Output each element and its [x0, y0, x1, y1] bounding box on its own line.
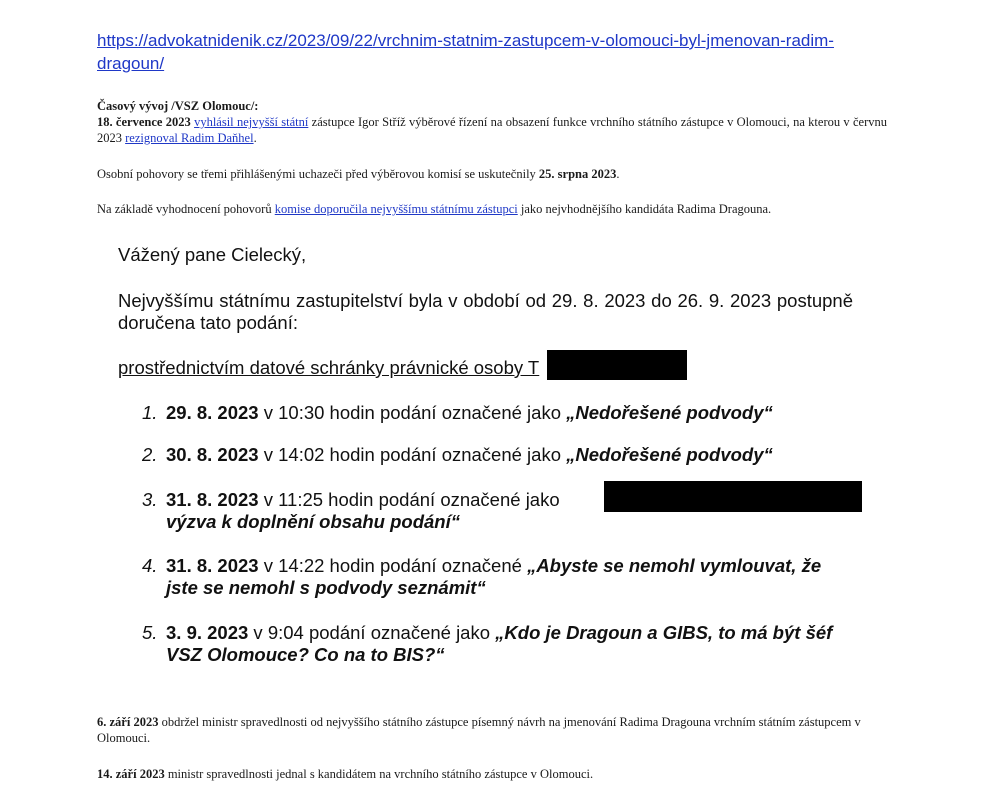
date-25-august: 25. srpna 2023 — [538, 167, 617, 181]
item-date: 30. 8. 2023 — [166, 444, 259, 465]
p1-text2: . — [253, 131, 257, 145]
after-paragraph-1 — [97, 714, 887, 746]
date-18-july: 18. července 2023 — [97, 115, 191, 129]
item-date: 3. 9. 2023 — [166, 622, 249, 643]
list-item — [142, 555, 862, 599]
timeline-paragraph-2 — [97, 166, 887, 182]
item-number: 2. — [142, 444, 158, 465]
link-rezignoval[interactable]: rezignoval Radim Daňhel — [125, 131, 254, 145]
source-link[interactable] — [97, 29, 897, 75]
after-paragraph-2 — [97, 766, 887, 782]
item-rest: v 10:30 hodin podání označené jako — [258, 402, 567, 423]
item-title: „Nedořešené podvody“ — [566, 444, 773, 465]
redaction-block-1 — [547, 350, 687, 380]
item-number: 5. — [142, 622, 158, 643]
item-title-line2: VSZ Olomouce? Co na to BIS?“ — [166, 644, 445, 665]
item-date: 31. 8. 2023 — [166, 489, 259, 510]
letter-greeting: Vážený pane Cielecký, — [118, 244, 307, 265]
list-item — [142, 402, 862, 424]
item-title-line2: výzva k doplnění obsahu podání“ — [166, 511, 460, 532]
item-number: 1. — [142, 402, 158, 423]
source-link-line1[interactable]: https://advokatnidenik.cz/2023/09/22/vrchnim-statnim-zastupcem-v-olomouci-byl-jmenovan-radim- — [97, 31, 834, 50]
source-link-line2[interactable]: dragoun/ — [97, 54, 165, 73]
item-date: 31. 8. 2023 — [166, 555, 259, 576]
timeline-paragraph-3 — [97, 201, 887, 217]
link-vyhlasil[interactable]: vyhlásil nejvyšší státní — [194, 115, 309, 129]
item-rest: v 11:25 hodin podání označené jako — [258, 489, 560, 510]
p2-text1: Osobní pohovory se třemi přihlášenými uchazeči před výběrovou komisí se uskutečnily — [97, 167, 539, 181]
after-p2-text: ministr spravedlnosti jednal s kandidátem na vrchního státního zástupce v Olomouci. — [164, 767, 594, 781]
p3-text2: jako nejvhodnějšího kandidáta Radima Dragouna. — [517, 202, 772, 216]
item-date: 29. 8. 2023 — [166, 402, 259, 423]
link-komise[interactable]: komise doporučila nejvyššímu státnímu zástupci — [274, 202, 518, 216]
letter-intro: Nejvyššímu státnímu zastupitelství byla v období od 29. 8. 2023 do 26. 9. 2023 postupně doručena tato podání: — [118, 290, 853, 333]
item-title-line2: jste se nemohl s podvody seznámit“ — [166, 577, 486, 598]
redaction-block-2 — [604, 481, 862, 512]
letter-channel: prostřednictvím datové schránky právnické osoby T — [118, 357, 540, 378]
p2-text2: . — [616, 167, 620, 181]
p3-text1: Na základě vyhodnocení pohovorů — [97, 202, 275, 216]
after-p1-text: obdržel ministr spravedlnosti od nejvyššího státního zástupce písemný návrh na jmenování Radima Dragouna vrchním státním zástupcem v Olomouci. — [97, 715, 861, 745]
list-item — [142, 622, 862, 666]
list-item — [142, 444, 862, 466]
timeline-paragraph-1 — [97, 114, 887, 146]
item-rest: v 9:04 podání označené jako — [248, 622, 496, 643]
p1-text1: zástupce Igor Stříž výběrové řízení na obsazení funkce vrchního státního zástupce v Olomouci, na kterou v červnu 2023 — [97, 115, 887, 145]
item-rest: v 14:22 hodin podání označené — [258, 555, 528, 576]
timeline-heading: Časový vývoj /VSZ Olomouc/: — [97, 99, 259, 113]
date-14-september: 14. září 2023 — [97, 767, 165, 781]
item-rest: v 14:02 hodin podání označené jako — [258, 444, 567, 465]
item-title: „Abyste se nemohl vymlouvat, že — [527, 555, 822, 576]
item-number: 3. — [142, 489, 158, 510]
item-number: 4. — [142, 555, 158, 576]
item-title: „Nedořešené podvody“ — [566, 402, 773, 423]
item-title: „Kdo je Dragoun a GIBS, to má být šéf — [495, 622, 833, 643]
date-6-september: 6. září 2023 — [97, 715, 159, 729]
